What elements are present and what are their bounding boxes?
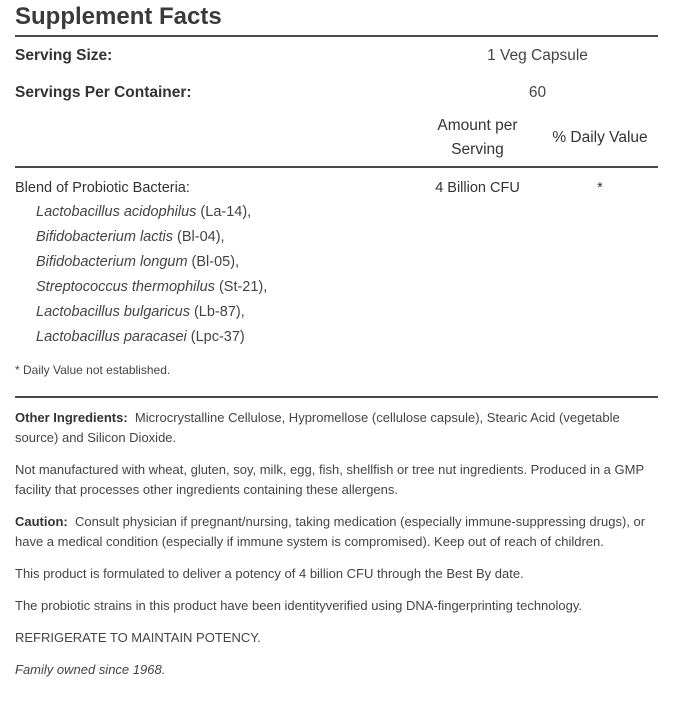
supplement-facts-panel: [15, 0, 658, 692]
daily-value-footnote: * Daily Value not established.: [15, 363, 171, 377]
other-ingredients: Other Ingredients: Microcrystalline Cellulose, Hypromellose (cellulose capsule), Stearic Acid (vegetable source) and Silicon Dioxide.: [15, 410, 620, 445]
blend-amount: 4 Billion CFU: [435, 180, 520, 196]
strain-item: Bifidobacterium longum (Bl-05),: [36, 254, 240, 270]
strain-item: Lactobacillus bulgaricus (Lb-87),: [36, 304, 245, 320]
amount-header-line1: Amount per: [437, 117, 518, 134]
amount-header-line2: Serving: [451, 141, 504, 158]
blend-daily-value: *: [597, 180, 603, 196]
amount-per-serving-header: [415, 114, 540, 162]
footnote-divider: [15, 396, 658, 398]
blend-name: Blend of Probiotic Bacteria:: [15, 180, 190, 196]
strain-item: Streptococcus thermophilus (St-21),: [36, 279, 268, 295]
serving-size-value: 1 Veg Capsule: [487, 47, 588, 64]
allergen-statement: Not manufactured with wheat, gluten, soy, milk, egg, fish, shellfish or tree nut ingredients. Produced in a GMP facility that processes other ingredients containing these allergens.: [15, 462, 644, 497]
serving-size-label: Serving Size:: [15, 47, 113, 64]
probiotic-blend-section: [15, 168, 658, 356]
storage-statement: REFRIGERATE TO MAINTAIN POTENCY.: [15, 630, 261, 645]
serving-size-row: [15, 37, 658, 74]
servings-per-container-row: [15, 74, 658, 111]
caution-statement: Caution: Consult physician if pregnant/nursing, taking medication (especially immune-suppressing drugs), or have a medical condition (especially if immune system is compromised). Keep out of reach of children.: [15, 514, 646, 549]
servings-per-container-value: 60: [528, 84, 547, 101]
servings-per-container-label: Servings Per Container:: [15, 84, 192, 101]
verification-statement: The probiotic strains in this product have been identityverified using DNA-fingerprinting technology.: [15, 598, 583, 613]
page-title: Supplement Facts: [15, 3, 222, 30]
family-statement: Family owned since 1968.: [15, 662, 166, 677]
column-header-row: [15, 111, 658, 166]
product-information: [15, 408, 658, 680]
strain-item: Lactobacillus acidophilus (La-14),: [36, 204, 252, 220]
strain-item: Bifidobacterium lactis (Bl-04),: [36, 229, 225, 245]
daily-value-header: % Daily Value: [552, 129, 648, 146]
strain-item: Lactobacillus paracasei (Lpc-37): [36, 329, 245, 345]
potency-statement: This product is formulated to deliver a potency of 4 billion CFU through the Best By date.: [15, 566, 524, 581]
